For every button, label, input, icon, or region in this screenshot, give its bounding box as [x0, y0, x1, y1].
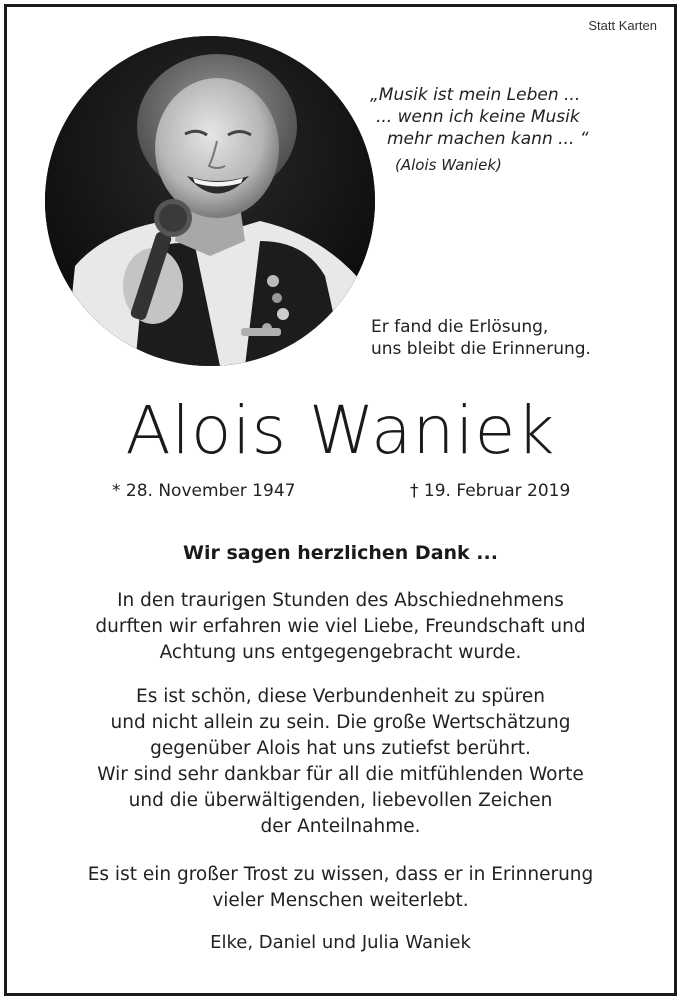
epitaph-line: uns bleibt die Erinnerung.	[371, 339, 591, 359]
thanks-heading: Wir sagen herzlichen Dank ...	[183, 542, 498, 564]
deceased-name: Alois Waniek	[125, 392, 556, 469]
death-date: † 19. Februar 2019	[410, 481, 571, 501]
portrait-photo	[45, 36, 375, 366]
paragraph-line: Wir sind sehr dankbar für all die mitfühlenden Worte	[97, 764, 584, 785]
paragraph-line: und nicht allein zu sein. Die große Wertschätzung	[110, 712, 571, 733]
paragraph-line: durften wir erfahren wie viel Liebe, Freundschaft und	[95, 616, 586, 637]
thanks-paragraph-2	[0, 684, 681, 840]
thanks-paragraph-1	[0, 588, 681, 666]
paragraph-line: und die überwältigenden, liebevollen Zeichen	[128, 790, 553, 811]
paragraph-line: der Anteilnahme.	[260, 816, 421, 837]
paragraph-line: vieler Menschen weiterlebt.	[212, 890, 469, 911]
paragraph-line: Achtung uns entgegengebracht wurde.	[159, 642, 522, 663]
portrait-illustration	[45, 36, 375, 366]
quote-line: ... wenn ich keine Musik	[376, 107, 580, 127]
quote-attribution: (Alois Waniek)	[395, 156, 502, 174]
quote-line: „Musik ist mein Leben ...	[370, 85, 581, 105]
paragraph-line: Es ist ein großer Trost zu wissen, dass er in Erinnerung	[87, 864, 594, 885]
signature: Elke, Daniel und Julia Waniek	[210, 932, 471, 953]
epitaph-line: Er fand die Erlösung,	[371, 317, 549, 337]
birth-date: * 28. November 1947	[112, 481, 296, 501]
statt-karten-label: Statt Karten	[588, 18, 657, 33]
quote-line: mehr machen kann ... “	[387, 129, 589, 149]
paragraph-line: Es ist schön, diese Verbundenheit zu spüren	[136, 686, 545, 707]
paragraph-line: In den traurigen Stunden des Abschiednehmens	[117, 590, 564, 611]
epitaph-block	[371, 316, 591, 360]
quote-block	[360, 84, 650, 176]
paragraph-line: gegenüber Alois hat uns zutiefst berührt.	[150, 738, 531, 759]
thanks-paragraph-3	[0, 862, 681, 914]
